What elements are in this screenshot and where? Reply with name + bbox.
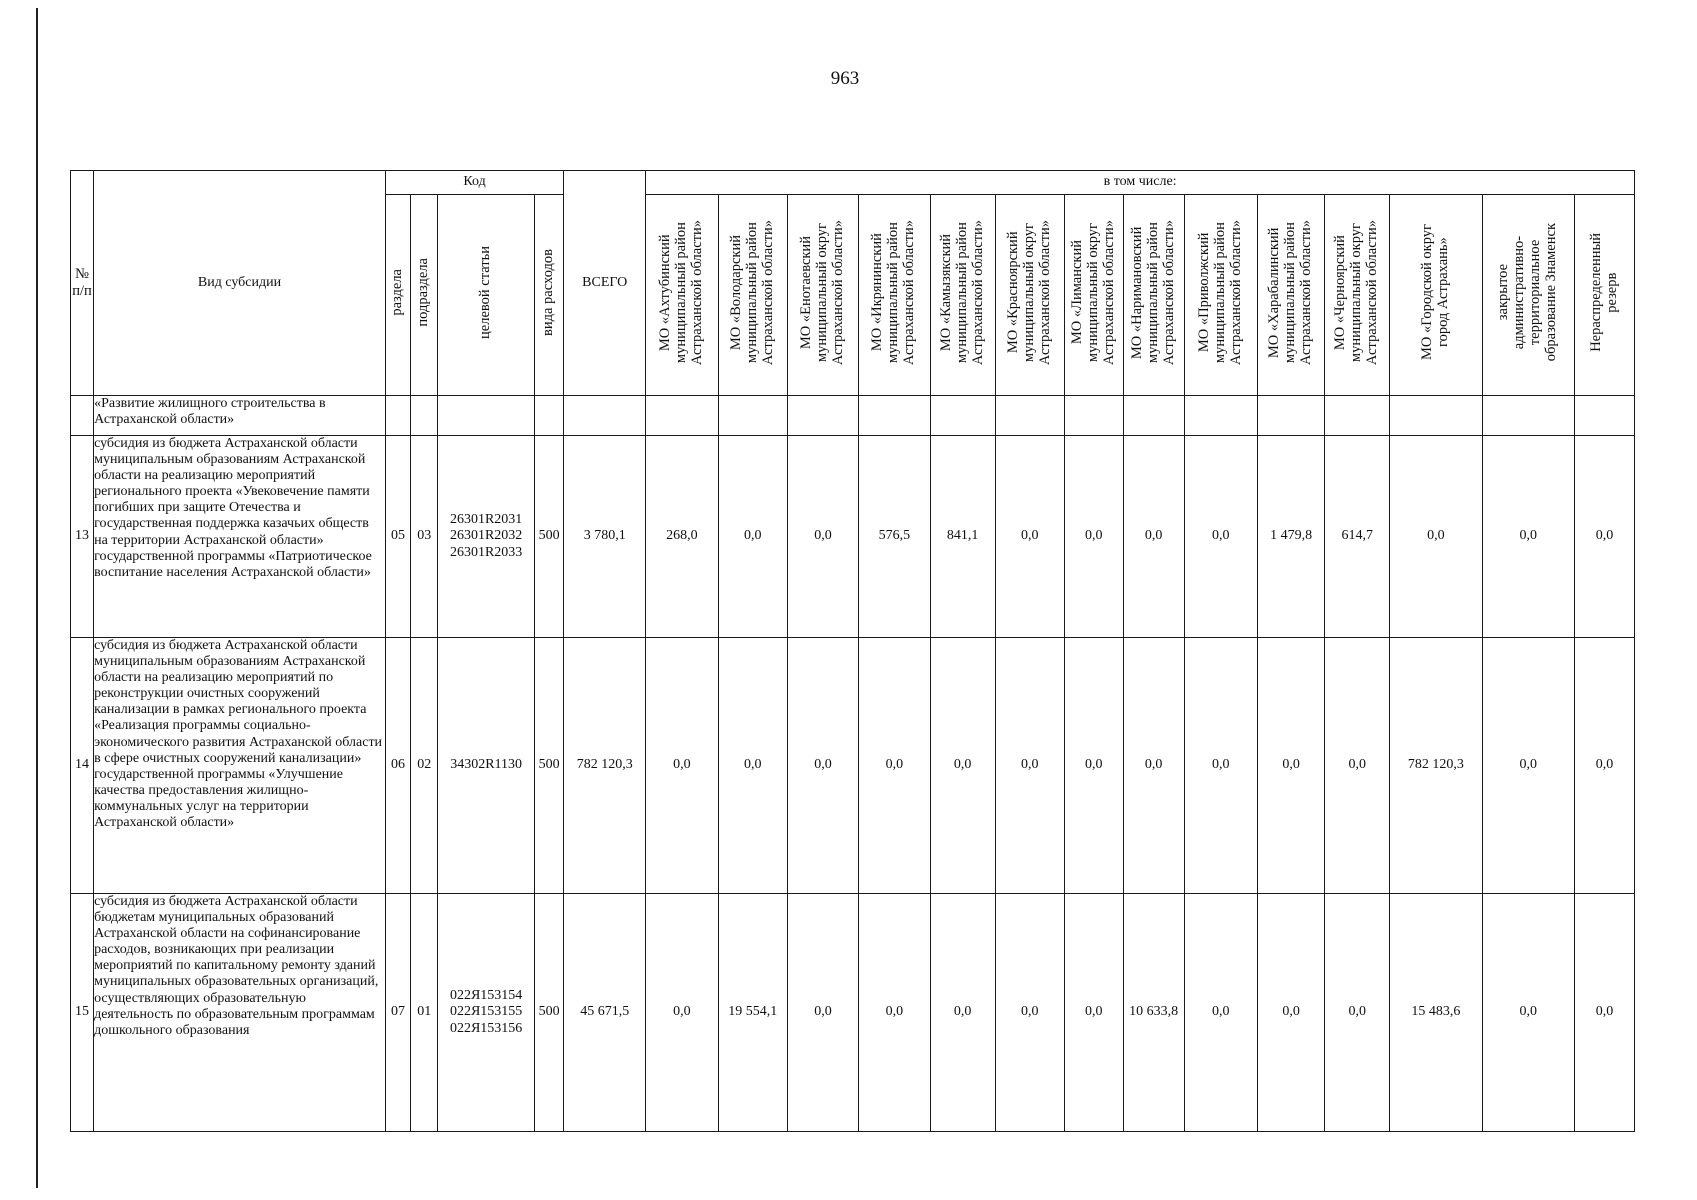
value-krasnoyarsky: 0,0	[995, 638, 1064, 894]
value-narimanovsky: 0,0	[1123, 436, 1184, 638]
code-target: 26301R2031 26301R2032 26301R2033	[438, 436, 535, 638]
header-recipient-volodarsky: МО «Володарский муниципальный район Астраханской области»	[718, 195, 787, 396]
header-code-target: целевой статьи	[438, 195, 535, 396]
header-recipient-kamyzyaksky: МО «Камызякский муниципальный район Астраханской области»	[930, 195, 995, 396]
total-value: 45 671,5	[564, 894, 646, 1132]
header-recipient-privolzhsky: МО «Приволжский муниципальный район Астраханской области»	[1184, 195, 1257, 396]
value-akhtubinsky: 0,0	[646, 638, 718, 894]
header-recipient-znamensk: закрытое административно- территориальное образование Знаменск	[1482, 195, 1574, 396]
header-code-razdel: раздела	[385, 195, 410, 396]
value-ikryaninsky: 0,0	[859, 638, 930, 894]
row-number: 15	[71, 894, 94, 1132]
value-ikryaninsky: 0,0	[859, 894, 930, 1132]
value-reserve: 0,0	[1574, 894, 1634, 1132]
subsidy-description: субсидия из бюджета Астраханской области бюджетам муниципальных образований Астраханской области на софинансирование расходов, возникающих при реализации мероприятий по капитальному ремонту зданий муниципальных образовательных организаций, осуществляющих образовательную деятельность по образовательным программам дошкольного образования	[94, 894, 386, 1132]
value-akhtubinsky: 0,0	[646, 894, 718, 1132]
value-volodarsky: 19 554,1	[718, 894, 787, 1132]
header-recipient-astrakhan: МО «Городской округ город Астрахань»	[1390, 195, 1482, 396]
value-astrakhan: 782 120,3	[1390, 638, 1482, 894]
value-enotaevsky: 0,0	[787, 638, 858, 894]
header-recipient-krasnoyarsky: МО «Красноярский муниципальный округ Астраханской области»	[995, 195, 1064, 396]
code-vid: 500	[534, 436, 563, 638]
subsidy-description: субсидия из бюджета Астраханской области муниципальным образованиям Астраханской области на реализацию мероприятий по реконструкции очистных сооружений канализации в рамках регионального проекта «Реализация программы социально-экономического развития Астраханской области в сфере очистных сооружений канализации» государственной программы «Улучшение качества предоставления жилищно-коммунальных услуг на территории Астраханской области»	[94, 638, 386, 894]
code-target: 34302R1130	[438, 638, 535, 894]
code-vid: 500	[534, 894, 563, 1132]
value-volodarsky: 0,0	[718, 436, 787, 638]
value-limansky: 0,0	[1064, 894, 1123, 1132]
continuation-text: «Развитие жилищного строительства в Астраханской области»	[94, 396, 386, 436]
header-num: № п/п	[71, 171, 94, 396]
row-number: 14	[71, 638, 94, 894]
header-row-1	[71, 171, 1635, 195]
code-podrazdel: 02	[411, 638, 438, 894]
code-razdel: 06	[385, 638, 410, 894]
header-including: в том числе:	[646, 171, 1635, 195]
value-kharabalinsky: 0,0	[1257, 894, 1324, 1132]
row-number: 13	[71, 436, 94, 638]
header-recipient-narimanovsky: МО «Наримановский муниципальный район Астраханской области»	[1123, 195, 1184, 396]
value-privolzhsky: 0,0	[1184, 894, 1257, 1132]
value-limansky: 0,0	[1064, 638, 1123, 894]
value-enotaevsky: 0,0	[787, 436, 858, 638]
table-row	[71, 894, 1635, 1132]
header-recipient-kharabalinsky: МО «Харабалинский муниципальный район Астраханской области»	[1257, 195, 1324, 396]
table-row	[71, 638, 1635, 894]
value-chernoyarsky: 0,0	[1325, 638, 1390, 894]
value-narimanovsky: 10 633,8	[1123, 894, 1184, 1132]
value-ikryaninsky: 576,5	[859, 436, 930, 638]
value-chernoyarsky: 614,7	[1325, 436, 1390, 638]
value-krasnoyarsky: 0,0	[995, 894, 1064, 1132]
header-subsidy-type: Вид субсидии	[94, 171, 386, 396]
code-target: 022Я153154 022Я153155 022Я153156	[438, 894, 535, 1132]
value-kamyzyaksky: 0,0	[930, 894, 995, 1132]
total-value: 3 780,1	[564, 436, 646, 638]
value-akhtubinsky: 268,0	[646, 436, 718, 638]
code-vid: 500	[534, 638, 563, 894]
value-astrakhan: 0,0	[1390, 436, 1482, 638]
value-reserve: 0,0	[1574, 436, 1634, 638]
header-recipient-ikryaninsky: МО «Икрянинский муниципальный район Астраханской области»	[859, 195, 930, 396]
value-kharabalinsky: 1 479,8	[1257, 436, 1324, 638]
value-kharabalinsky: 0,0	[1257, 638, 1324, 894]
value-krasnoyarsky: 0,0	[995, 436, 1064, 638]
table-row	[71, 436, 1635, 638]
header-recipient-limansky: МО «Лиманский муниципальный округ Астраханской области»	[1064, 195, 1123, 396]
subsidy-table	[70, 170, 1635, 1132]
value-kamyzyaksky: 841,1	[930, 436, 995, 638]
code-razdel: 07	[385, 894, 410, 1132]
header-code-vid: вида расходов	[534, 195, 563, 396]
margin-line	[36, 8, 38, 1188]
header-recipient-reserve: Нераспределенный резерв	[1574, 195, 1634, 396]
value-znamensk: 0,0	[1482, 638, 1574, 894]
code-podrazdel: 01	[411, 894, 438, 1132]
value-narimanovsky: 0,0	[1123, 638, 1184, 894]
value-astrakhan: 15 483,6	[1390, 894, 1482, 1132]
value-privolzhsky: 0,0	[1184, 638, 1257, 894]
continuation-row	[71, 396, 1635, 436]
subsidy-description: субсидия из бюджета Астраханской области муниципальным образованиям Астраханской области на реализацию мероприятий регионального проекта «Увековечение памяти погибших при защите Отечества и государственная поддержка казачьих обществ на территории Астраханской области» государственной программы «Патриотическое воспитание населения Астраханской области»	[94, 436, 386, 638]
header-code: Код	[385, 171, 563, 195]
header-code-podrazdel: подраздела	[411, 195, 438, 396]
value-znamensk: 0,0	[1482, 894, 1574, 1132]
header-total: ВСЕГО	[564, 171, 646, 396]
header-recipient-enotaevsky: МО «Енотаевский муниципальный округ Астраханской области»	[787, 195, 858, 396]
value-reserve: 0,0	[1574, 638, 1634, 894]
value-limansky: 0,0	[1064, 436, 1123, 638]
value-privolzhsky: 0,0	[1184, 436, 1257, 638]
code-razdel: 05	[385, 436, 410, 638]
value-chernoyarsky: 0,0	[1325, 894, 1390, 1132]
code-podrazdel: 03	[411, 436, 438, 638]
header-recipient-akhtubinsky: МО «Ахтубинский муниципальный район Астраханской области»	[646, 195, 718, 396]
page-number: 963	[830, 68, 860, 89]
value-kamyzyaksky: 0,0	[930, 638, 995, 894]
value-enotaevsky: 0,0	[787, 894, 858, 1132]
header-recipient-chernoyarsky: МО «Черноярский муниципальный округ Астраханской области»	[1325, 195, 1390, 396]
value-znamensk: 0,0	[1482, 436, 1574, 638]
total-value: 782 120,3	[564, 638, 646, 894]
value-volodarsky: 0,0	[718, 638, 787, 894]
